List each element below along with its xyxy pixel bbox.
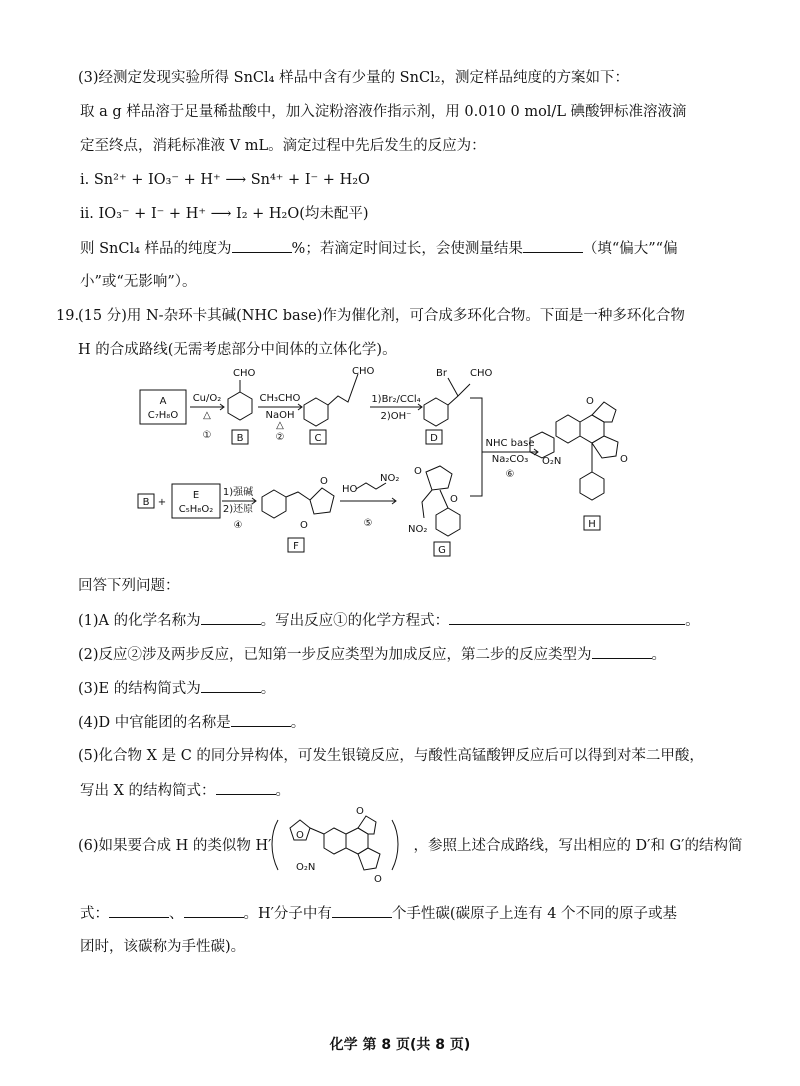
svg-text:C₅H₈O₂: C₅H₈O₂ <box>178 504 214 515</box>
svg-text:O: O <box>356 806 364 817</box>
D-prime-blank[interactable] <box>109 903 169 918</box>
svg-text:O: O <box>296 830 304 841</box>
purity-blank[interactable] <box>232 238 292 253</box>
p3-line-2: 取 a g 样品溶于足量稀盐酸中，加入淀粉溶液作指示剂，用 0.010 0 mol/L 碘酸钾标准溶液滴 <box>80 104 687 120</box>
svg-text:△: △ <box>276 420 284 431</box>
svg-text:1)强碱: 1)强碱 <box>222 487 254 498</box>
svg-text:④: ④ <box>233 520 243 531</box>
svg-text:O: O <box>586 396 594 407</box>
sub-question-4: (4)D 中官能团的名称是 。 <box>78 712 305 733</box>
reaction-type-blank[interactable] <box>592 644 652 659</box>
svg-text:2)OH⁻: 2)OH⁻ <box>380 411 412 422</box>
svg-text:A: A <box>159 396 167 407</box>
svg-text:B: B <box>236 433 244 444</box>
sub-question-6-cont: 式： 、 。H′分子中有 个手性碳(碳原子上连有 4 个不同的原子或基 <box>80 903 677 924</box>
svg-text:O: O <box>320 476 328 487</box>
effect-blank[interactable] <box>523 238 583 253</box>
name-A-blank[interactable] <box>201 610 261 625</box>
svg-text:O: O <box>414 466 422 477</box>
svg-text:1)Br₂/CCl₄: 1)Br₂/CCl₄ <box>371 394 421 405</box>
svg-text:+: + <box>157 497 167 508</box>
svg-text:2)还原: 2)还原 <box>222 504 254 515</box>
svg-text:HO: HO <box>342 484 358 495</box>
svg-text:O: O <box>374 874 382 885</box>
svg-text:O₂N: O₂N <box>542 456 562 467</box>
svg-text:B: B <box>142 497 150 508</box>
sub-question-5: (5)化合物 X 是 C 的同分异构体，可发生银镜反应，与酸性高锰酸钾反应后可以得到对苯二甲酸， <box>78 748 704 764</box>
svg-text:CHO: CHO <box>352 366 375 377</box>
svg-text:O: O <box>620 454 628 465</box>
svg-text:O₂N: O₂N <box>296 862 316 873</box>
svg-text:NaOH: NaOH <box>265 410 295 421</box>
svg-text:△: △ <box>203 410 211 421</box>
functional-group-blank[interactable] <box>231 712 291 727</box>
sub-question-2: (2)反应②涉及两步反应，已知第一步反应类型为加成反应，第二步的反应类型为 。 <box>78 644 666 665</box>
reaction-i: i. Sn²⁺ + IO₃⁻ + H⁺ ⟶ Sn⁴⁺ + I⁻ + H₂O <box>80 172 370 188</box>
h-prime-structure <box>268 800 408 888</box>
svg-text:H: H <box>588 519 596 530</box>
sub-question-1: (1)A 的化学名称为 。写出反应①的化学方程式： 。 <box>78 610 700 631</box>
svg-text:CH₃CHO: CH₃CHO <box>259 393 301 404</box>
q19-line-1: (15 分)用 N-杂环卡其碱(NHC base)作为催化剂，可合成多环化合物。下面是一种多环化合物 <box>78 308 685 324</box>
svg-text:C: C <box>314 433 322 444</box>
svg-text:O: O <box>450 494 458 505</box>
G-prime-blank[interactable] <box>184 903 244 918</box>
reaction-ii: ii. IO₃⁻ + I⁻ + H⁺ ⟶ I₂ + H₂O(均未配平) <box>80 206 369 222</box>
svg-text:G: G <box>438 545 446 556</box>
p3-line-1: (3)经测定发现实验所得 SnCl₄ 样品中含有少量的 SnCl₂，测定样品纯度的方案如下： <box>78 70 629 86</box>
svg-text:CHO: CHO <box>470 368 493 379</box>
svg-text:⑤: ⑤ <box>363 518 373 529</box>
E-structure-blank[interactable] <box>201 678 261 693</box>
svg-text:Na₂CO₃: Na₂CO₃ <box>491 454 529 465</box>
question-number: 19. <box>56 308 80 324</box>
equation-blank[interactable] <box>449 610 685 625</box>
q19-line-2: H 的合成路线(无需考虑部分中间体的立体化学)。 <box>78 342 397 358</box>
answer-intro: 回答下列问题： <box>78 578 180 594</box>
svg-text:CHO: CHO <box>233 368 256 379</box>
svg-text:NO₂: NO₂ <box>408 524 428 535</box>
svg-text:⑥: ⑥ <box>505 469 515 480</box>
svg-text:①: ① <box>202 430 212 441</box>
sub-question-6-end: 团时，该碳称为手性碳)。 <box>80 939 246 955</box>
svg-text:Br: Br <box>436 368 447 379</box>
p3-line-6: 则 SnCl₄ 样品的纯度为 %；若滴定时间过长，会使测量结果 （填“偏大”“偏 <box>80 238 678 259</box>
p3-line-3: 定至终点，消耗标准液 V mL。滴定过程中先后发生的反应为： <box>80 138 486 154</box>
svg-text:C₇H₈O: C₇H₈O <box>147 410 179 421</box>
p3-line-7: 小”或“无影响”）。 <box>80 274 197 290</box>
sub-question-5-cont: 写出 X 的结构简式： 。 <box>80 780 290 801</box>
chiral-count-blank[interactable] <box>332 903 392 918</box>
synthesis-scheme <box>130 362 710 562</box>
X-structure-blank[interactable] <box>216 780 276 795</box>
page-footer: 化学 第 8 页(共 8 页) <box>329 1037 471 1053</box>
sub-question-6: (6)如果要合成 H 的类似物 H′ ，参照上述合成路线，写出相应的 D′和 G′的结构简 <box>78 838 743 854</box>
svg-text:F: F <box>293 541 299 552</box>
sub-question-3: (3)E 的结构简式为 。 <box>78 678 275 699</box>
svg-text:Cu/O₂: Cu/O₂ <box>192 393 222 404</box>
svg-text:E: E <box>192 490 200 501</box>
svg-text:O: O <box>300 520 308 531</box>
svg-text:D: D <box>430 433 438 444</box>
svg-text:NHC base: NHC base <box>485 438 535 449</box>
svg-text:NO₂: NO₂ <box>380 473 400 484</box>
svg-text:②: ② <box>275 432 285 443</box>
